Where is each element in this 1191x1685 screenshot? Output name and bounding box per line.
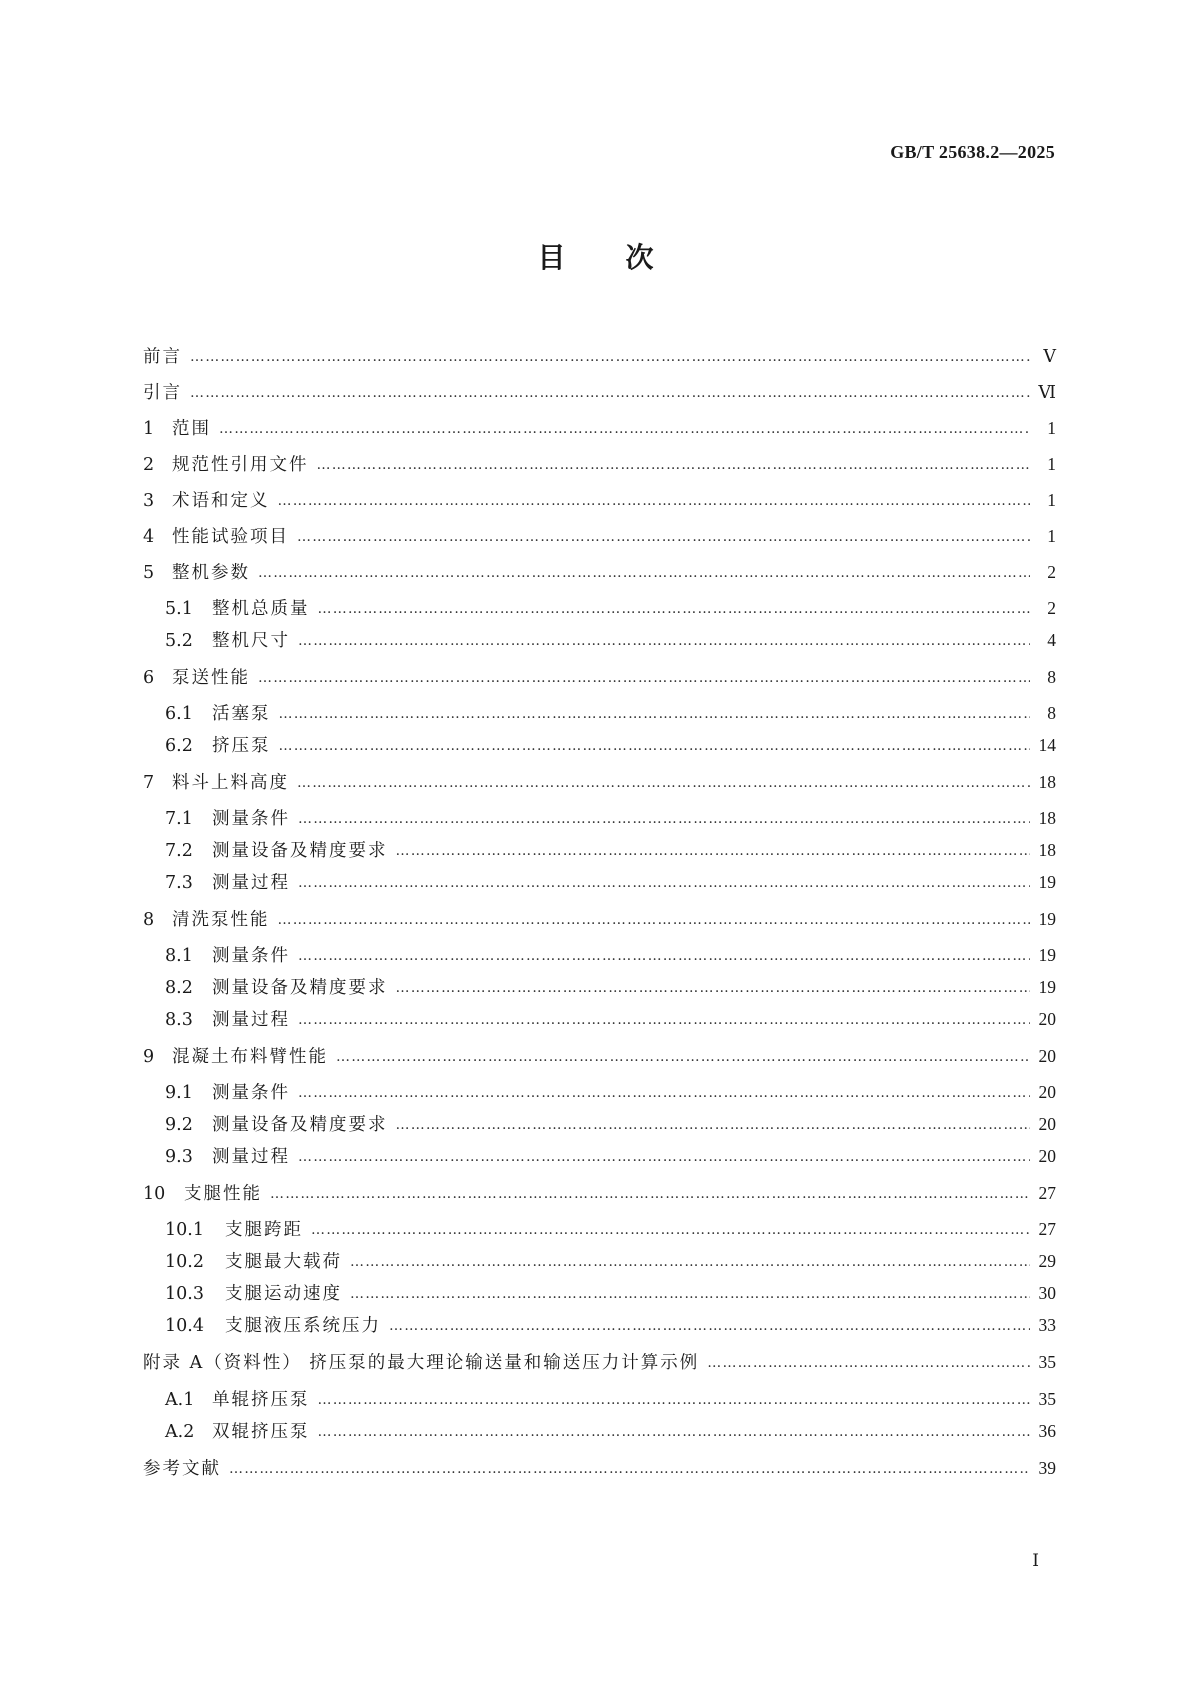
- toc-entry-number: A.1: [165, 1390, 195, 1410]
- toc-page-number: 36: [1038, 1421, 1056, 1441]
- toc-entry-number: 10.1: [165, 1220, 204, 1240]
- toc-entry-title: 规范性引用文件: [172, 455, 309, 475]
- dot-leader: [258, 562, 1030, 584]
- toc-page-number: 8: [1047, 703, 1056, 723]
- toc-entry-number: 2: [143, 455, 155, 475]
- toc-entry-title: 测量过程: [212, 873, 290, 893]
- toc-entry-title: 整机尺寸: [212, 631, 290, 651]
- toc-entry-title: 活塞泵: [212, 704, 271, 724]
- toc-entry-number: 8.3: [165, 1010, 193, 1030]
- dot-leader: [396, 840, 1031, 862]
- dot-leader: [279, 735, 1031, 757]
- toc-entry[interactable]: [143, 489, 1056, 513]
- toc-entry[interactable]: [143, 453, 1056, 477]
- toc-page-number: 39: [1038, 1458, 1056, 1478]
- toc-subentry[interactable]: [143, 1420, 1056, 1444]
- dot-leader: [707, 1352, 1030, 1374]
- dot-leader: [318, 598, 1031, 620]
- toc-entry-title: 测量条件: [212, 809, 290, 829]
- toc-subentry[interactable]: [143, 839, 1056, 863]
- toc-entry-number: 6: [143, 668, 155, 688]
- toc-entry-number: 7.2: [165, 841, 193, 861]
- toc-page-number: 33: [1038, 1315, 1056, 1335]
- toc-entry-number: 9.1: [165, 1083, 193, 1103]
- toc-page-number: 8: [1047, 667, 1056, 687]
- toc-entry-title: 支腿性能: [184, 1184, 262, 1204]
- toc-page-number: 27: [1038, 1219, 1056, 1239]
- dot-leader: [298, 872, 1030, 894]
- toc-page-number: 1: [1047, 490, 1056, 510]
- toc-subentry[interactable]: [143, 1145, 1056, 1169]
- toc-entry[interactable]: [143, 525, 1056, 549]
- dot-leader: [229, 1458, 1030, 1480]
- toc-entry[interactable]: [143, 561, 1056, 585]
- toc-subentry[interactable]: [143, 702, 1056, 726]
- toc-subentry[interactable]: [143, 1218, 1056, 1242]
- dot-leader: [318, 1421, 1031, 1443]
- toc-entry-number: A.2: [165, 1422, 195, 1442]
- dot-leader: [190, 382, 1030, 404]
- toc-page-number: Ⅵ: [1038, 382, 1056, 402]
- toc-page-number: 18: [1038, 840, 1056, 860]
- dot-leader: [298, 630, 1030, 652]
- toc-entry-title: 参考文献: [143, 1459, 221, 1479]
- toc-page-number: 30: [1038, 1283, 1056, 1303]
- toc-entry-title: 前言: [143, 347, 182, 367]
- toc-subentry[interactable]: [143, 871, 1056, 895]
- toc-entry-title: 测量条件: [212, 946, 290, 966]
- toc-page-number: 14: [1038, 735, 1056, 755]
- toc-page-number: 35: [1038, 1389, 1056, 1409]
- toc-entry-number: 1: [143, 419, 155, 439]
- toc-entry-title: 术语和定义: [172, 491, 270, 511]
- toc-entry-title: 混凝土布料臂性能: [172, 1047, 328, 1067]
- dot-leader: [350, 1251, 1030, 1273]
- toc-entry-title: 附录 A（资料性） 挤压泵的最大理论输送量和输送压力计算示例: [143, 1353, 700, 1373]
- toc-entry-number: 8.1: [165, 946, 193, 966]
- toc-page-number: 20: [1038, 1009, 1056, 1029]
- standard-number: GB/T 25638.2—2025: [890, 142, 1055, 162]
- dot-leader: [298, 945, 1030, 967]
- toc-entry-number: 5.1: [165, 599, 193, 619]
- toc-subentry[interactable]: [143, 1113, 1056, 1137]
- dot-leader: [311, 1219, 1030, 1241]
- toc-entry[interactable]: [143, 666, 1056, 690]
- toc-page-number: Ⅴ: [1043, 346, 1056, 366]
- dot-leader: [278, 490, 1031, 512]
- toc-entry-title: 测量条件: [212, 1083, 290, 1103]
- toc-page-number: 19: [1038, 977, 1056, 997]
- toc-entry[interactable]: [143, 1045, 1056, 1069]
- toc-subentry[interactable]: [143, 1250, 1056, 1274]
- toc-entry-number: 8: [143, 910, 155, 930]
- toc-entry-number: 10.3: [165, 1284, 204, 1304]
- toc-subentry[interactable]: [143, 807, 1056, 831]
- dot-leader: [317, 454, 1031, 476]
- toc-entry-number: 9: [143, 1047, 155, 1067]
- toc-entry[interactable]: [143, 345, 1056, 369]
- dot-leader: [350, 1283, 1030, 1305]
- toc-entry-title: 引言: [143, 383, 182, 403]
- toc-subentry[interactable]: [143, 597, 1056, 621]
- dot-leader: [219, 418, 1030, 440]
- toc-entry-number: 5: [143, 563, 155, 583]
- toc-entry-title: 支腿最大载荷: [225, 1252, 342, 1272]
- toc-entry-number: 9.2: [165, 1115, 193, 1135]
- toc-page-number: 27: [1038, 1183, 1056, 1203]
- toc-subentry[interactable]: [143, 629, 1056, 653]
- toc-entry-number: 7.3: [165, 873, 193, 893]
- dot-leader: [298, 1009, 1030, 1031]
- dot-leader: [396, 1114, 1031, 1136]
- dot-leader: [298, 1146, 1030, 1168]
- toc-entry-title: 测量过程: [212, 1147, 290, 1167]
- toc-subentry[interactable]: [143, 1314, 1056, 1338]
- toc-page-number: 19: [1038, 945, 1056, 965]
- toc-subentry[interactable]: [143, 1081, 1056, 1105]
- toc-entry-title: 测量设备及精度要求: [212, 1115, 388, 1135]
- dot-leader: [278, 909, 1031, 931]
- toc-entry-number: 9.3: [165, 1147, 193, 1167]
- toc-subentry[interactable]: [143, 1388, 1056, 1412]
- toc-page-number: 20: [1038, 1082, 1056, 1102]
- toc-page-number: 18: [1038, 772, 1056, 792]
- toc-entry[interactable]: [143, 417, 1056, 441]
- dot-leader: [298, 808, 1030, 830]
- toc-entry-number: 6.2: [165, 736, 193, 756]
- dot-leader: [298, 1082, 1030, 1104]
- dot-leader: [190, 346, 1030, 368]
- dot-leader: [396, 977, 1031, 999]
- page-title: 目次: [537, 241, 714, 274]
- toc-entry-title: 测量过程: [212, 1010, 290, 1030]
- toc-page-number: 2: [1047, 562, 1056, 582]
- toc-entry-title: 泵送性能: [172, 668, 250, 688]
- toc-entry-title: 测量设备及精度要求: [212, 978, 388, 998]
- toc-entry-number: 3: [143, 491, 155, 511]
- toc-entry-title: 支腿运动速度: [225, 1284, 342, 1304]
- toc-entry-title: 双辊挤压泵: [212, 1422, 310, 1442]
- dot-leader: [318, 1389, 1031, 1411]
- toc-subentry[interactable]: [143, 734, 1056, 758]
- toc-entry-number: 5.2: [165, 631, 193, 651]
- toc-page-number: 18: [1038, 808, 1056, 828]
- dot-leader: [270, 1183, 1030, 1205]
- toc-entry-title: 料斗上料高度: [172, 773, 289, 793]
- toc-entry-number: 10.2: [165, 1252, 204, 1272]
- toc-page-number: 20: [1038, 1114, 1056, 1134]
- toc-entry-number: 4: [143, 527, 155, 547]
- toc-page-number: 20: [1038, 1046, 1056, 1066]
- toc-entry-title: 挤压泵: [212, 736, 271, 756]
- dot-leader: [297, 526, 1030, 548]
- toc-entry-number: 10: [143, 1184, 166, 1204]
- toc-subentry[interactable]: [143, 976, 1056, 1000]
- toc-page-number: 1: [1047, 454, 1056, 474]
- page-number: Ⅰ: [1032, 1551, 1039, 1570]
- toc-page-number: 20: [1038, 1146, 1056, 1166]
- toc-page-number: 4: [1047, 630, 1056, 650]
- toc-entry[interactable]: [143, 381, 1056, 405]
- toc-entry-annex-a[interactable]: [143, 1351, 1056, 1375]
- dot-leader: [297, 772, 1030, 794]
- toc-entry-title: 整机参数: [172, 563, 250, 583]
- toc-entry-number: 6.1: [165, 704, 193, 724]
- toc-entry-title: 测量设备及精度要求: [212, 841, 388, 861]
- toc-page-number: 19: [1038, 909, 1056, 929]
- dot-leader: [336, 1046, 1030, 1068]
- dot-leader: [389, 1315, 1030, 1337]
- toc-subentry[interactable]: [143, 1282, 1056, 1306]
- toc-entry[interactable]: [143, 908, 1056, 932]
- table-of-contents: [143, 345, 1056, 1481]
- toc-entry-title: 单辊挤压泵: [212, 1390, 310, 1410]
- toc-subentry[interactable]: [143, 944, 1056, 968]
- toc-subentry[interactable]: [143, 1008, 1056, 1032]
- toc-entry-title: 支腿液压系统压力: [225, 1316, 381, 1336]
- toc-entry-title: 性能试验项目: [172, 527, 289, 547]
- toc-page-number: 35: [1038, 1352, 1056, 1372]
- toc-page-number: 2: [1047, 598, 1056, 618]
- toc-entry[interactable]: [143, 771, 1056, 795]
- toc-entry-title: 支腿跨距: [225, 1220, 303, 1240]
- toc-entry[interactable]: [143, 1182, 1056, 1206]
- toc-page-number: 1: [1047, 418, 1056, 438]
- dot-leader: [279, 703, 1031, 725]
- toc-entry-title: 清洗泵性能: [172, 910, 270, 930]
- toc-entry-number: 10.4: [165, 1316, 204, 1336]
- toc-page-number: 29: [1038, 1251, 1056, 1271]
- toc-entry-title: 范围: [172, 419, 211, 439]
- toc-entry-title: 整机总质量: [212, 599, 310, 619]
- dot-leader: [258, 667, 1030, 689]
- toc-page-number: 19: [1038, 872, 1056, 892]
- toc-entry-number: 7: [143, 773, 155, 793]
- toc-entry-number: 7.1: [165, 809, 193, 829]
- toc-entry-bibliography[interactable]: [143, 1457, 1056, 1481]
- toc-page-number: 1: [1047, 526, 1056, 546]
- toc-entry-number: 8.2: [165, 978, 193, 998]
